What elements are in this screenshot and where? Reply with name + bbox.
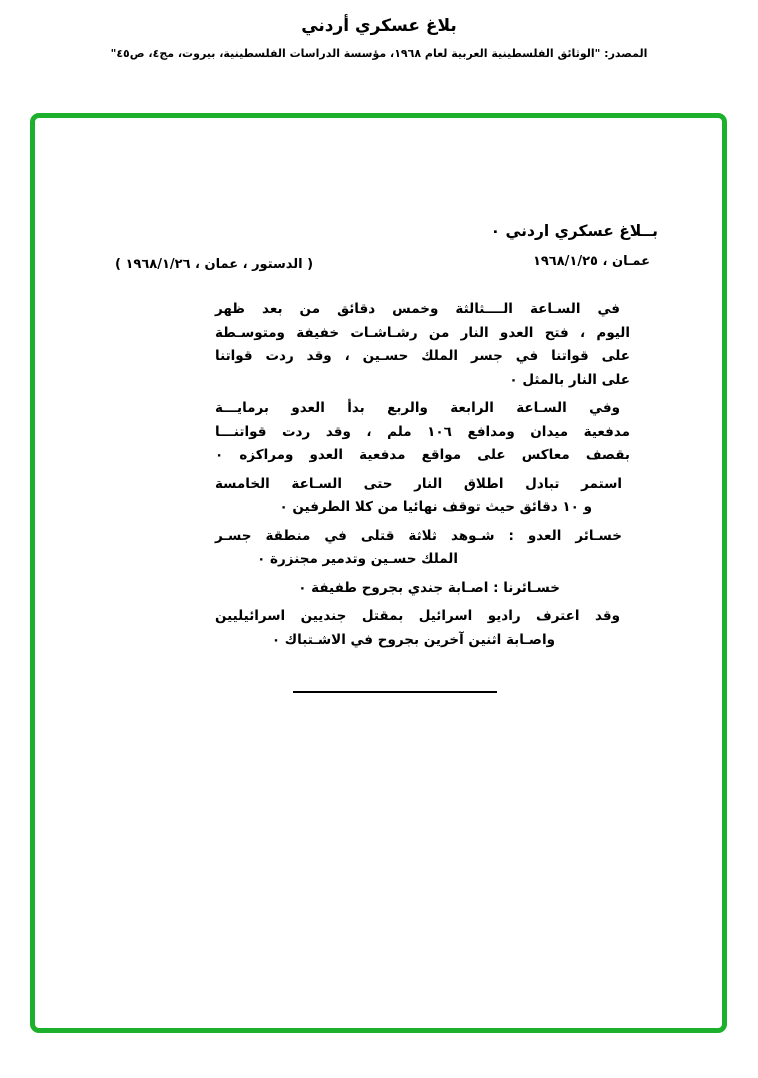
communique-attribution: ( الدستور ، عمان ، ١٩٦٨/١/٢٦ ) [115, 257, 314, 272]
body-line: وقد اعترف راديو اسرائيل بمقتل جنديين اسرائيليين [215, 608, 620, 624]
end-divider-rule [293, 691, 497, 693]
body-line: مدفعية ميدان ومدافع ١٠٦ ملم ، وقد ردت قواتنـــا [215, 423, 630, 440]
paragraph-3 [215, 473, 630, 520]
paragraph-israel-radio [215, 605, 630, 652]
body-line: واصـابة اثنين آخرين بجروح في الاشـتباك ٠ [271, 631, 555, 648]
paragraph-1 [215, 298, 630, 392]
body-line: الملك حسـين وتدمير مجنزرة ٠ [257, 551, 458, 567]
body-line: على النار بالمثل ٠ [509, 371, 630, 388]
body-line: و ١٠ دقائق حيث توقف نهائيا من كلا الطرفين ٠ [279, 499, 592, 515]
paragraph-our-losses [215, 577, 630, 601]
paragraph-2 [215, 397, 630, 468]
body-line: في السـاعة الــــثالثة وخمس دقائق من بعد ظهر [215, 301, 620, 317]
paragraph-enemy-losses [215, 525, 630, 572]
source-citation-line: المصدر: "الوثائق الفلسطينية العربية لعام ١٩٦٨، مؤسسة الدراسات الفلسطينية، بيروت، مج٤، ص٤٥" [110, 47, 648, 60]
document-page-border [30, 113, 727, 1033]
body-line: بقصف معاكس على مواقع مدفعية العدو ومراكزه ٠ [215, 447, 630, 463]
communique-title: بــلاغ عسكري اردني ٠ [490, 222, 658, 240]
body-line: اليوم ، فتح العدو النار من رشـاشـات خفيفة ومتوسـطة [215, 324, 630, 341]
body-line: خسـائرنا : اصـابة جندي بجروح طفيفة ٠ [298, 579, 560, 596]
communique-dateline: عمـان ، ١٩٦٨/١/٢٥ [532, 254, 650, 269]
header-title: بلاغ عسكري أردني [301, 16, 457, 36]
body-line: وفي السـاعة الرابعة والربع بدأ العدو برمايـــة [215, 400, 620, 416]
communique-body [215, 298, 630, 657]
body-line: استمر تبادل اطلاق النار حتى السـاعة الخامسة [215, 475, 622, 492]
body-line: خسـائر العدو : شـوهد ثلاثة قتلى في منطقة جسـر [215, 527, 622, 544]
body-line: على قواتنا في جسر الملك حسـين ، وقد ردت قواتنا [215, 348, 630, 364]
